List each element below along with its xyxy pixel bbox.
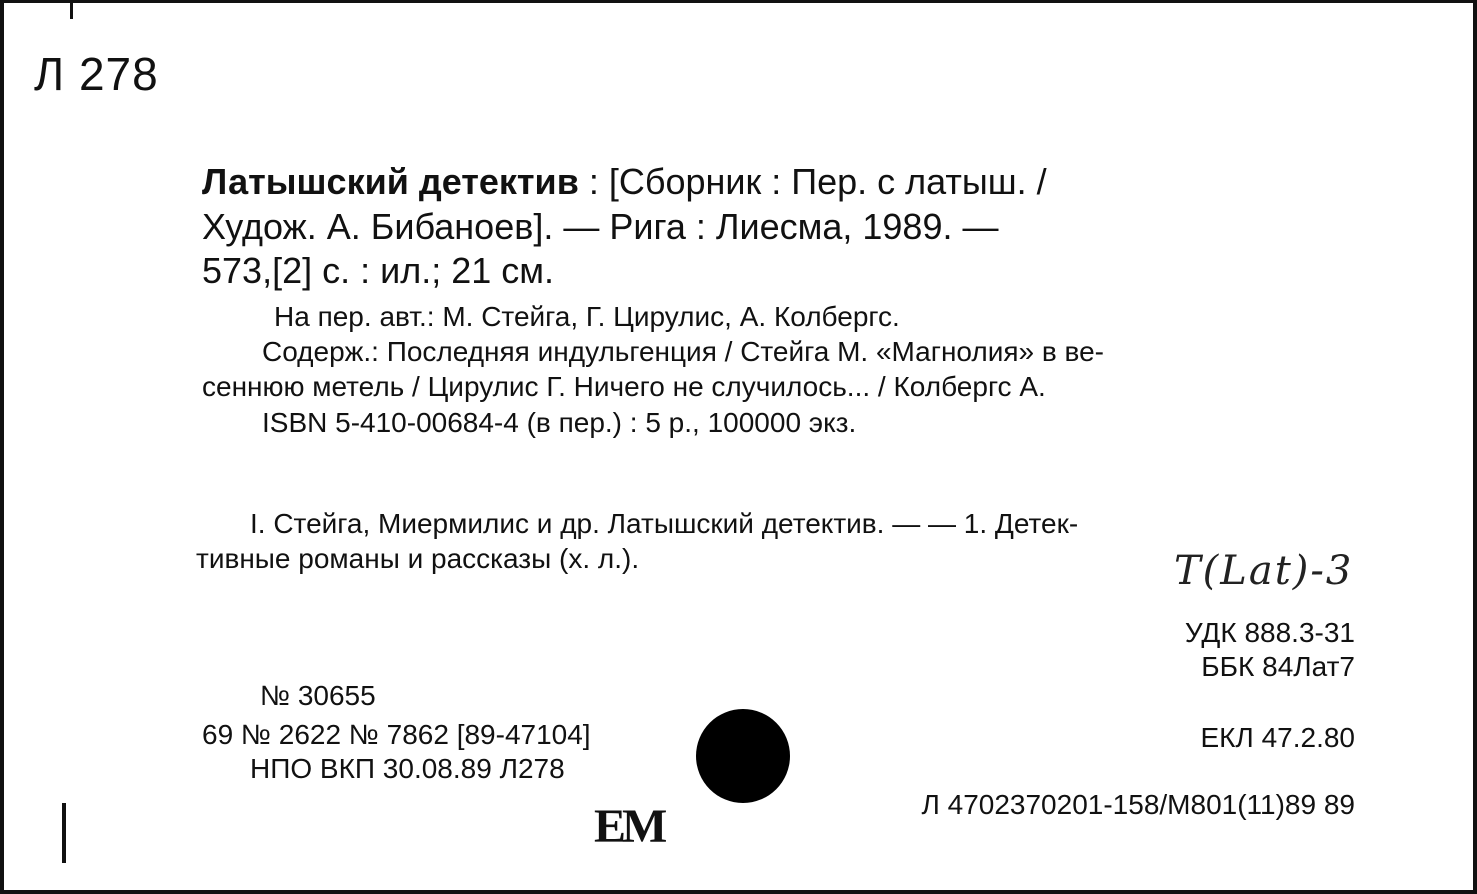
book-title: Латышский детектив <box>202 161 579 202</box>
collation-line: 573,[2] с. : ил.; 21 см. <box>202 250 555 291</box>
ekl-code: ЕКЛ 47.2.80 <box>1200 722 1355 753</box>
order-number: № 30655 <box>260 680 376 711</box>
em-mark: EM <box>594 800 664 853</box>
order-line: 69 № 2622 № 7862 [89-47104] <box>202 719 591 750</box>
bbk-code: ББК 84Лат7 <box>1201 651 1355 682</box>
left-edge-mark <box>62 803 66 863</box>
note-authors: На пер. авт.: М. Стейга, Г. Цирулис, А. Колбергс. <box>274 301 900 332</box>
title-line-rest: : [Сборник : Пер. с латыш. / <box>578 161 1047 202</box>
isbn-line: ISBN 5-410-00684-4 (в пер.) : 5 р., 100000 экз. <box>262 407 857 438</box>
l-number: Л 4702370201-158/М801(11)89 89 <box>921 789 1355 820</box>
punch-hole <box>696 709 790 803</box>
top-edge-mark <box>70 3 73 19</box>
note-contents-2: сеннюю метель / Цирулис Г. Ничего не случилось... / Колбергс А. <box>202 371 1046 402</box>
printer-line: НПО ВКП 30.08.89 Л278 <box>250 753 565 784</box>
tracing-line-2: тивные романы и рассказы (х. л.). <box>196 543 640 574</box>
title-line <box>202 161 1047 203</box>
udk-code: УДК 888.3-31 <box>1184 617 1355 648</box>
tracing-line-1: I. Стейга, Миермилис и др. Латышский детектив. — — 1. Детек- <box>250 508 1079 539</box>
card-number: Л 278 <box>34 48 159 100</box>
note-contents-1: Содерж.: Последняя индульгенция / Стейга М. «Магнолия» в ве- <box>262 336 1104 367</box>
handwritten-class-mark: Т(Lat)-3 <box>1174 548 1354 594</box>
imprint-line: Худож. А. Бибаноев]. — Рига : Лиесма, 1989. — <box>202 206 999 247</box>
